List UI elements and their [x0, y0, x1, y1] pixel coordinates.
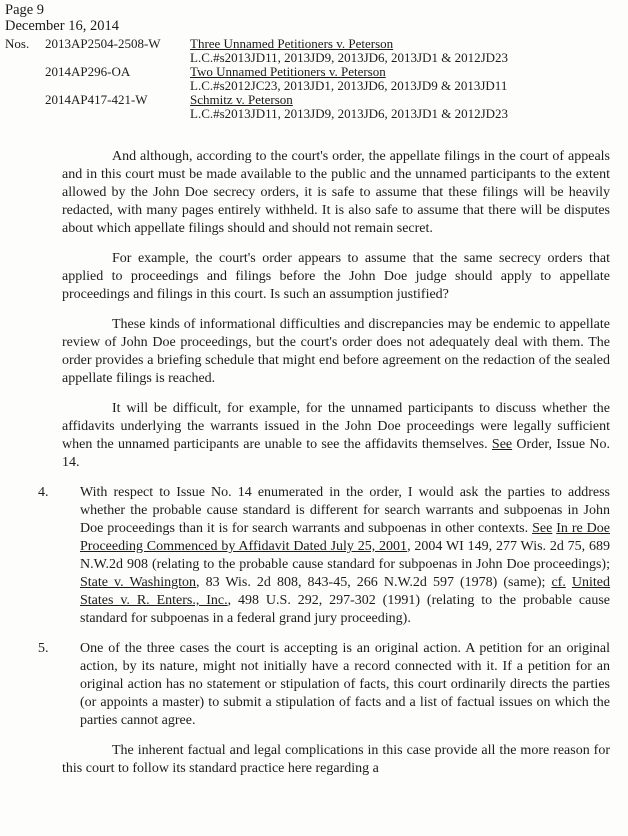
case-lc-numbers: L.C.#s2012JC23, 2013JD1, 2013JD6, 2013JD9 & 2013JD11: [190, 78, 508, 93]
numbered-paragraph: [38, 484, 610, 628]
case-info: [190, 37, 628, 65]
text-run: Order, Issue No. 14.: [62, 437, 610, 470]
text-run: , 83 Wis. 2d 808, 843-45, 266 N.W.2d 597 (1978) (same);: [196, 575, 552, 590]
case-lc-numbers: L.C.#s2013JD11, 2013JD9, 2013JD6, 2013JD1 & 2012JD23: [190, 50, 509, 65]
paragraph-text: [80, 640, 610, 730]
text-run: These kinds of informational difficulties and discrepancies may be endemic to appellate review of John Doe proceedings, but the court's order does not adequately deal with them. The order provides a briefing schedule that might end before agreement on the redaction of the sealed appellate filings is reached.: [62, 317, 610, 386]
docket-nos-label: Nos.: [5, 36, 30, 51]
case-info: [190, 65, 628, 93]
paragraph: [62, 400, 610, 472]
citation-underlined: State v. Washington: [80, 575, 196, 590]
paragraph: [62, 316, 610, 388]
page-number-label: Page 9: [5, 2, 45, 18]
case-info: [190, 93, 628, 121]
text-run: , 498 U.S. 292, 297-302 (1991) (relating to the probable cause standard for subpoenas in a federal grand jury proceeding).: [80, 593, 610, 626]
citation-underlined: cf.: [551, 575, 566, 590]
text-run: And although, according to the court's order, the appellate filings in the court of appeals and in this court must be made available to the public and the unnamed participants to the extent allowed by the John Doe secrecy orders, it is safe to assume that these filings will be heavily redacted, with many pages entirely withheld. It is also safe to assume that there will be disputes about which appellate filings should and should not remain secret.: [62, 149, 610, 236]
paragraph-number: 5.: [38, 641, 49, 656]
document-header: [5, 2, 628, 121]
text-run: One of the three cases the court is accepting is an original action. A petition for an original action, by its nature, might not initially have a record connected with it. If a petition for an original action has no statement or stipulation of facts, this court ordinarily directs the parties (or appoints a master) to submit a stipulation of facts and a list of factual issues on which the parties cannot agree.: [80, 641, 610, 728]
case-lc-numbers: L.C.#s2013JD11, 2013JD9, 2013JD6, 2013JD1 & 2012JD23: [190, 106, 509, 121]
numbered-paragraph: [38, 640, 610, 730]
case-caption: Schmitz v. Peterson: [190, 92, 293, 107]
case-caption: Three Unnamed Petitioners v. Peterson: [190, 36, 394, 51]
citation-underlined: United States v. R. Enters., Inc.: [80, 575, 610, 608]
paragraph: [62, 250, 610, 304]
text-run: For example, the court's order appears to assume that the same secrecy orders that applied to proceedings and filings before the John Doe judge should apply to appellate proceedings and filings in this court. Is such an assumption justified?: [62, 251, 610, 302]
citation-underlined: In re Doe Proceeding Commenced by Affidavit Dated July 25, 2001: [80, 521, 610, 554]
document-body: [38, 148, 610, 790]
text-run: It will be difficult, for example, for the unnamed participants to discuss whether the affidavits underlying the warrants issued in the John Doe proceedings were legally sufficient when the unnamed participants are unable to see the affidavits themselves.: [62, 401, 610, 452]
document-date: December 16, 2014: [5, 18, 119, 34]
paragraph: [62, 148, 610, 238]
text-run: With respect to Issue No. 14 enumerated in the order, I would ask the parties to address whether the probable cause standard is different for search warrants and subpoenas in John Doe proceedings than it is for search warrants and subpoenas in other contexts.: [80, 485, 610, 536]
text-run: , 2004 WI 149, 277 Wis. 2d 75, 689 N.W.2d 908 (relating to the probable cause standard for subpoenas in John Doe proceedings);: [80, 539, 610, 572]
case-row: [45, 65, 628, 93]
case-rows: [45, 37, 628, 121]
case-number: 2014AP296-OA: [45, 64, 131, 79]
case-row: [45, 37, 628, 65]
citation-underlined: See: [491, 437, 513, 452]
case-number: 2013AP2504-2508-W: [45, 36, 161, 51]
case-list: [5, 37, 628, 121]
citation-underlined: See: [532, 521, 553, 536]
paragraph-number: 4.: [38, 485, 49, 500]
case-caption: Two Unnamed Petitioners v. Peterson: [190, 64, 386, 79]
paragraph: [62, 742, 610, 778]
text-run: The inherent factual and legal complications in this case provide all the more reason for this court to follow its standard practice here regarding a: [62, 743, 610, 776]
case-row: [45, 93, 628, 121]
paragraph-text: [80, 484, 610, 628]
case-number: 2014AP417-421-W: [45, 92, 148, 107]
